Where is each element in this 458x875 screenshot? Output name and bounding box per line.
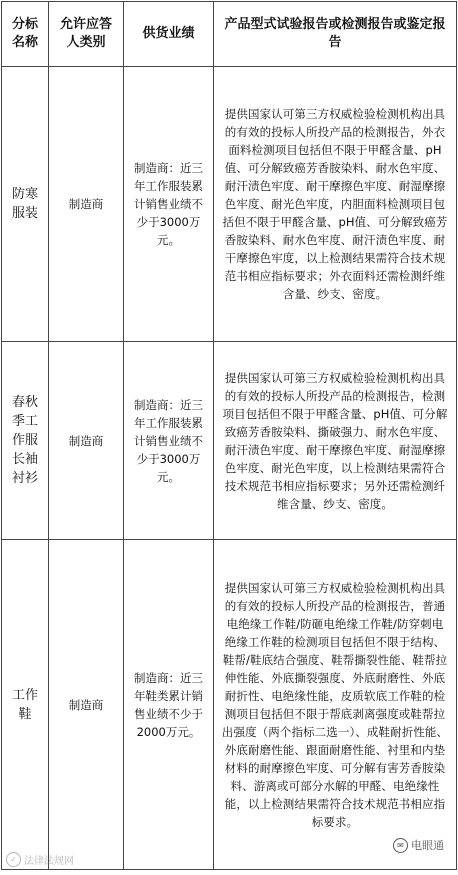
header-category: 允许应答人类别 bbox=[49, 2, 124, 67]
header-performance: 供货业绩 bbox=[124, 2, 214, 67]
row-category: 制造商 bbox=[49, 342, 124, 540]
row-performance: 制造商：近三年鞋类累计销售业绩不少于2000万元。 bbox=[124, 540, 214, 870]
watermark-left bbox=[6, 852, 74, 867]
row-category: 制造商 bbox=[49, 67, 124, 342]
row-performance: 制造商：近三年工作服装累计销售业绩不少于3000万元。 bbox=[124, 342, 214, 540]
row-category: 制造商 bbox=[49, 540, 124, 870]
table-row bbox=[2, 67, 457, 342]
table-row bbox=[2, 540, 457, 870]
row-name: 防寒服装 bbox=[2, 67, 49, 342]
table-header-row bbox=[2, 2, 457, 67]
watermark-logo-icon: ✓ bbox=[6, 852, 21, 867]
row-performance: 制造商：近三年工作服装累计销售业绩不少于3000万元。 bbox=[124, 67, 214, 342]
row-name: 春秋季工作服长袖衬衫 bbox=[2, 342, 49, 540]
row-report: 提供国家认可第三方权威检验检测机构出具的有效的投标人所投产品的检测报告，检测项目包括但不限于甲醛含量、pH值、可分解致癌芳香胺染料、撕破强力、耐水色牢度、耐汗渍色牢度、耐干摩擦色牢度、耐湿摩擦色牢度、耐光色牢度，以上检测结果需符合技术规范书相应指标要求；另外还需检测纤维含量、纱支、密度。 bbox=[214, 342, 457, 540]
table-row bbox=[2, 342, 457, 540]
watermark-left-text: 法律法规网 bbox=[24, 856, 74, 867]
header-name: 分标名称 bbox=[2, 2, 49, 67]
header-report: 产品型式试验报告或检测报告或鉴定报告 bbox=[214, 2, 457, 67]
tender-requirements-table bbox=[1, 1, 457, 870]
row-name: 工作鞋 bbox=[2, 540, 49, 870]
row-report: 提供国家认可第三方权威检验检测机构出具的有效的投标人所投产品的检测报告，外衣面料检测项目包括但不限于甲醛含量、pH值、可分解致癌芳香胺染料、耐水色牢度、耐汗渍色牢度、耐干摩擦色牢度、耐湿摩擦色牢度、耐光色牢度，内胆面料检测项目包括但不限于甲醛含量、pH值、可分解致癌芳香胺染料、耐水色牢度、耐汗渍色牢度、耐干摩擦色牢度，以上检测结果需符合技术规范书相应指标要求；外衣面料还需检测纤维含量、纱支、密度。 bbox=[214, 67, 457, 342]
chat-bubble-icon: ✉ bbox=[393, 838, 408, 853]
watermark-right-text: 电眼通 bbox=[411, 839, 444, 852]
row-report: 提供国家认可第三方权威检验检测机构出具的有效的投标人所投产品的检测报告，普通电绝缘工作鞋/防砸电绝缘工作鞋/防穿刺电绝缘工作鞋的检测项目包括但不限于结构、鞋帮/鞋底结合强度、鞋帮撕裂性能、鞋帮拉伸性能、外底撕裂强度、外底耐磨性、外底耐折性、电绝缘性能，皮质软底工作鞋的检测项目包括但不限于帮底剥离强度或鞋帮拉出强度（两个指标二选一）、成鞋耐折性能、外底耐磨性能、跟面耐磨性能、衬里和内垫材料的耐摩擦色牢度、可分解有害芳香胺染料、游离或可部分水解的甲醛、电绝缘性能，以上检测结果需符合技术规范书相应指标要求。 bbox=[214, 540, 457, 870]
watermark-right bbox=[393, 837, 444, 853]
